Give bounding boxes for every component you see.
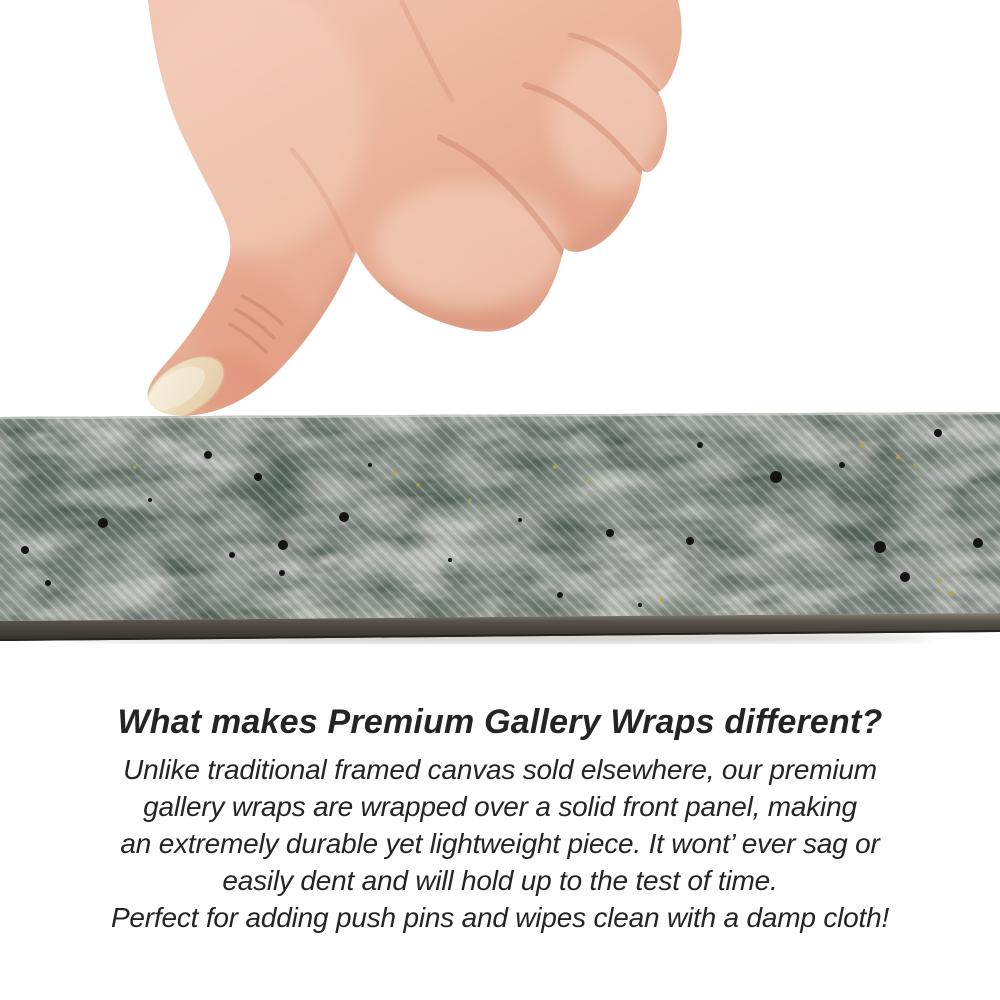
caption xyxy=(0,700,1000,936)
canvas-weave-texture xyxy=(0,412,1000,621)
caption-line-4: easily dent and will hold up to the test of time. xyxy=(222,865,778,896)
caption-line-3: an extremely durable yet lightweight piece. It wont’ ever sag or xyxy=(120,828,880,859)
paint-blotches xyxy=(0,405,1000,633)
hand-photo xyxy=(0,0,700,430)
caption-line-1: Unlike traditional framed canvas sold elsewhere, our premium xyxy=(123,754,877,785)
ring-knuckle-highlight xyxy=(550,43,666,193)
index-knuckle-highlight xyxy=(375,183,565,307)
caption-heading: What makes Premium Gallery Wraps different? xyxy=(117,703,883,741)
caption-line-2: gallery wraps are wrapped over a solid front panel, making xyxy=(143,791,857,822)
canvas-strip-photo xyxy=(0,405,1000,645)
caption-line-5: Perfect for adding push pins and wipes clean with a damp cloth! xyxy=(110,902,890,933)
